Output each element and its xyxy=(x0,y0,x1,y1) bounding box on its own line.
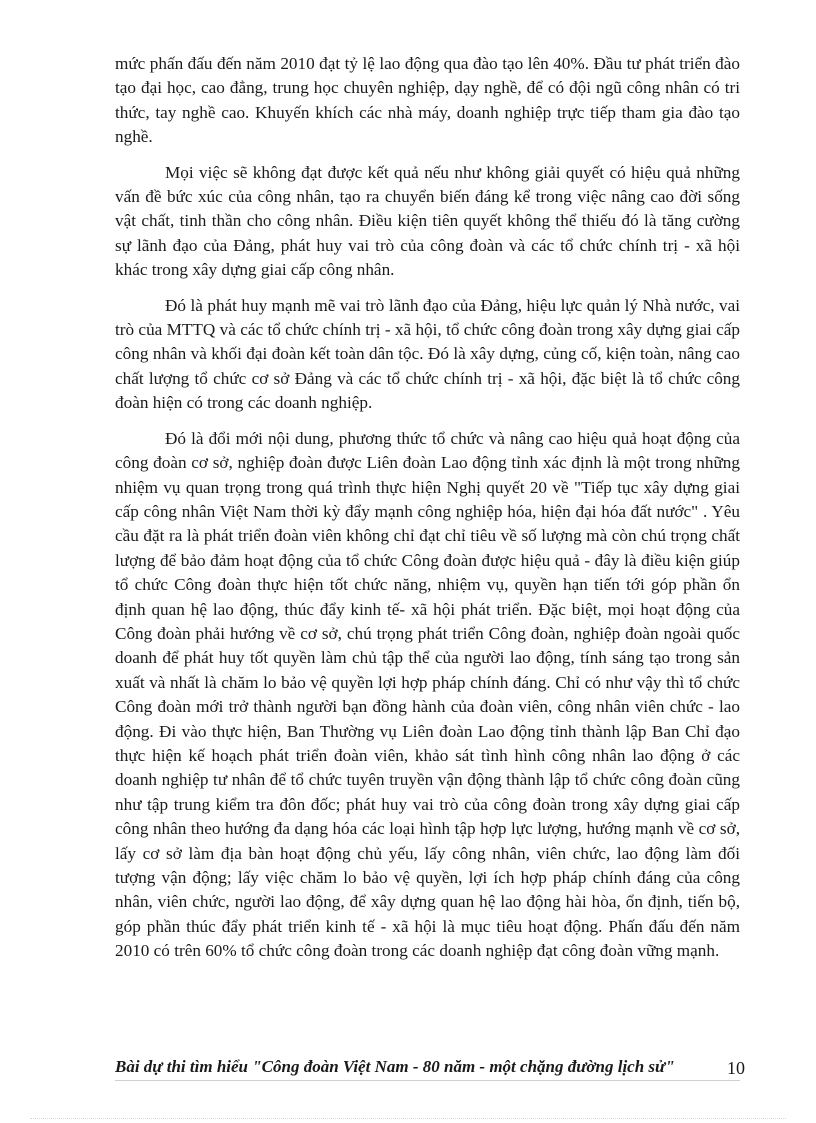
footer-divider xyxy=(115,1080,740,1081)
footer-title: Bài dự thi tìm hiểu "Công đoàn Việt Nam - 80 năm - một chặng đường lịch sử" xyxy=(115,1057,675,1076)
page-bottom-border xyxy=(30,1118,786,1119)
paragraph-2: Mọi việc sẽ không đạt được kết quả nếu như không giải quyết có hiệu quả những vấn đề bức xúc của công nhân, tạo ra chuyển biến đáng kể trong việc nâng cao đời sống vật chất, tinh thần cho công nhân. Điều kiện tiên quyết không thể thiếu đó là tăng cường sự lãnh đạo của Đảng, phát huy vai trò của công đoàn và các tổ chức chính trị - xã hội khác trong xây dựng giai cấp công nhân. xyxy=(115,162,740,280)
page-number: 10 xyxy=(727,1058,745,1078)
document-body xyxy=(115,52,740,975)
paragraph-4: Đó là đổi mới nội dung, phương thức tổ chức và nâng cao hiệu quả hoạt động của công đoàn cơ sở, nghiệp đoàn được Liên đoàn Lao động tỉnh xác định là một trong những nhiệm vụ quan trọng trong quá trình thực hiện Nghị quyết 20 về "Tiếp tục xây dựng giai cấp công nhân Việt Nam thời kỳ đẩy mạnh công nghiệp hóa, hiện đại hóa đất nước" . Yêu cầu đặt ra là phát triển đoàn viên không chỉ đạt chỉ tiêu về số lượng mà còn chú trọng chất lượng để bảo đảm hoạt động của tổ chức Công đoàn được hiệu quả - đây là điều kiện giúp tổ chức Công đoàn thực hiện tốt chức năng, nhiệm vụ, quyền hạn tiến tới góp phần ổn định quan hệ lao động, thúc đẩy kinh tế- xã hội phát triển. Đặc biệt, mọi hoạt động của Công đoàn phải hướng về cơ sở, chú trọng phát triển Công đoàn, nghiệp đoàn ngoài quốc doanh để phát huy tốt quyền làm chủ tập thể của người lao động, tính sáng tạo trong sản xuất và nhất là chăm lo bảo vệ quyền lợi hợp pháp chính đáng. Chỉ có như vậy thì tổ chức Công đoàn mới trở thành người bạn đồng hành của đoàn viên, công nhân viên chức - lao động. Đi vào thực hiện, Ban Thường vụ Liên đoàn Lao động tỉnh thành lập Ban Chỉ đạo thực hiện kế hoạch phát triển đoàn viên, khảo sát tình hình công nhân lao động ở các doanh nghiệp tư nhân để tổ chức tuyên truyền vận động thành lập tổ chức công đoàn cũng như tập trung kiểm tra đôn đốc; phát huy vai trò của công đoàn trong xây dựng giai cấp công nhân theo hướng đa dạng hóa các loại hình tập hợp lực lượng, hướng mạnh về cơ sở, lấy cơ sở làm địa bàn hoạt động chủ yếu, lấy công nhân, viên chức, lao động làm đối tượng vận động; lấy việc chăm lo bảo vệ quyền, lợi ích hợp pháp chính đáng của công nhân, viên chức, người lao động, để xây dựng quan hệ lao động hài hòa, ổn định, tiến bộ, góp phần thúc đẩy phát triển kinh tế - xã hội là mục tiêu hoạt động. Phấn đấu đến năm 2010 có trên 60% tổ chức công đoàn trong các doanh nghiệp đạt công đoàn vững mạnh. xyxy=(115,428,740,961)
paragraph-1: mức phấn đấu đến năm 2010 đạt tỷ lệ lao động qua đào tạo lên 40%. Đầu tư phát triển đào tạo đại học, cao đẳng, trung học chuyên nghiệp, dạy nghề, để có đội ngũ công nhân có tri thức, tay nghề cao. Khuyến khích các nhà máy, doanh nghiệp trực tiếp tham gia đào tạo nghề. xyxy=(115,54,740,147)
paragraph-3: Đó là phát huy mạnh mẽ vai trò lãnh đạo của Đảng, hiệu lực quản lý Nhà nước, vai trò của MTTQ và các tổ chức chính trị - xã hội, tổ chức công đoàn trong xây dựng giai cấp công nhân và khối đại đoàn kết toàn dân tộc. Đó là xây dựng, củng cố, kiện toàn, nâng cao chất lượng tổ chức cơ sở Đảng và các tổ chức chính trị - xã hội, đặc biệt là tổ chức công đoàn hiện có trong các doanh nghiệp. xyxy=(115,295,740,413)
